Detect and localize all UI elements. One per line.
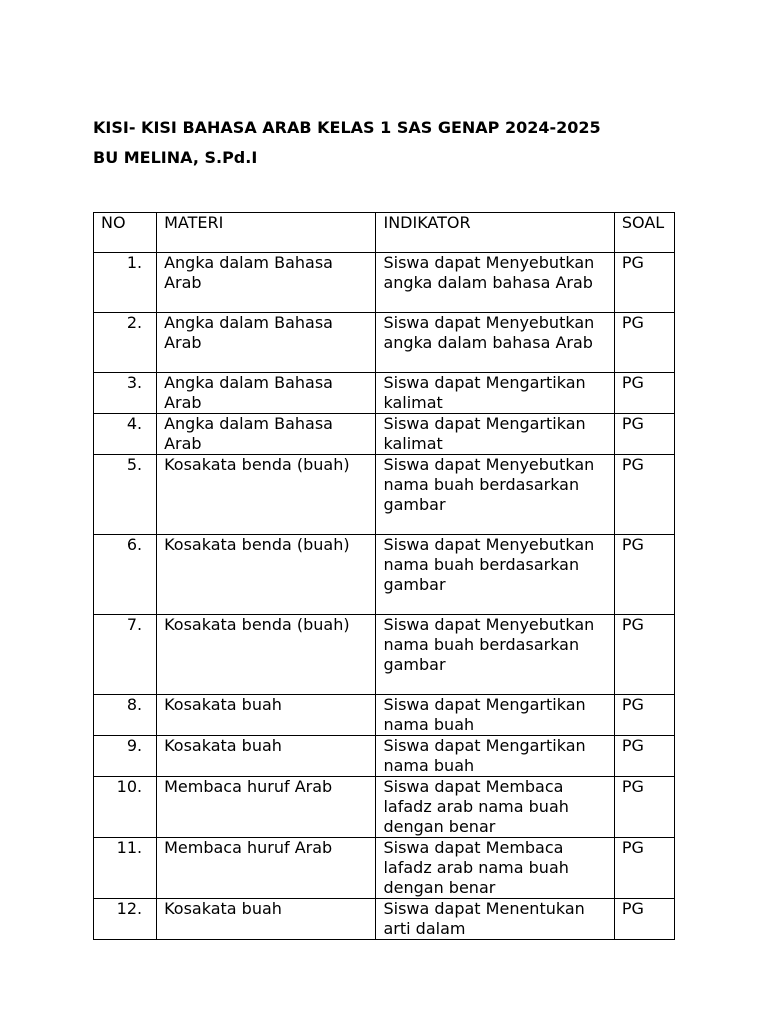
cell-soal: PG	[614, 736, 674, 777]
cell-soal: PG	[614, 899, 674, 940]
cell-indikator: Siswa dapat Menyebutkan nama buah berdasarkan gambar	[376, 455, 614, 535]
cell-materi: Angka dalam Bahasa Arab	[157, 373, 376, 414]
cell-no: 5.	[94, 455, 157, 535]
cell-materi: Angka dalam Bahasa Arab	[157, 313, 376, 373]
cell-soal: PG	[614, 695, 674, 736]
header-soal-label: SOAL	[621, 213, 665, 232]
cell-no: 2.	[94, 313, 157, 373]
cell-soal: PG	[614, 414, 674, 455]
cell-materi: Angka dalam Bahasa Arab	[157, 414, 376, 455]
cell-indikator: Siswa dapat Menyebutkan nama buah berdasarkan gambar	[376, 615, 614, 695]
table-row	[94, 777, 675, 838]
cell-materi: Kosakata benda (buah)	[157, 535, 376, 615]
cell-materi: Angka dalam Bahasa Arab	[157, 253, 376, 313]
cell-no: 9.	[94, 736, 157, 777]
cell-indikator: Siswa dapat Mengartikan kalimat	[376, 373, 614, 414]
cell-no: 8.	[94, 695, 157, 736]
table-row	[94, 899, 675, 940]
cell-materi: Membaca huruf Arab	[157, 777, 376, 838]
cell-indikator: Siswa dapat Menentukan arti dalam	[376, 899, 614, 940]
header-soal	[614, 213, 674, 253]
header-materi: MATERI	[157, 213, 376, 253]
cell-no: 6.	[94, 535, 157, 615]
cell-no: 10.	[94, 777, 157, 838]
cell-soal: PG	[614, 777, 674, 838]
cell-no: 11.	[94, 838, 157, 899]
table-row	[94, 695, 675, 736]
cell-indikator: Siswa dapat Menyebutkan angka dalam bahasa Arab	[376, 313, 614, 373]
cell-soal: PG	[614, 373, 674, 414]
cell-materi: Kosakata benda (buah)	[157, 615, 376, 695]
cell-soal: PG	[614, 455, 674, 535]
cell-materi: Kosakata buah	[157, 736, 376, 777]
cell-no: 3.	[94, 373, 157, 414]
cell-indikator: Siswa dapat Mengartikan kalimat	[376, 414, 614, 455]
cell-materi: Kosakata buah	[157, 695, 376, 736]
cell-materi: Kosakata benda (buah)	[157, 455, 376, 535]
document-title: KISI- KISI BAHASA ARAB KELAS 1 SAS GENAP 2024-2025	[93, 118, 601, 137]
cell-indikator: Siswa dapat Menyebutkan nama buah berdasarkan gambar	[376, 535, 614, 615]
cell-soal: PG	[614, 535, 674, 615]
table-row	[94, 253, 675, 313]
cell-indikator: Siswa dapat Menyebutkan angka dalam bahasa Arab	[376, 253, 614, 313]
cell-soal: PG	[614, 615, 674, 695]
cell-no: 4.	[94, 414, 157, 455]
document-author: BU MELINA, S.Pd.I	[93, 148, 258, 167]
table-row	[94, 838, 675, 899]
cell-no: 7.	[94, 615, 157, 695]
table-row	[94, 615, 675, 695]
cell-no: 1.	[94, 253, 157, 313]
cell-materi: Kosakata buah	[157, 899, 376, 940]
table-header-row	[94, 213, 675, 253]
header-no: NO	[94, 213, 157, 253]
table-row	[94, 736, 675, 777]
cell-indikator: Siswa dapat Membaca lafadz arab nama buah dengan benar	[376, 777, 614, 838]
cell-indikator: Siswa dapat Membaca lafadz arab nama buah dengan benar	[376, 838, 614, 899]
table-row	[94, 373, 675, 414]
table-row	[94, 455, 675, 535]
table-row	[94, 414, 675, 455]
cell-indikator: Siswa dapat Mengartikan nama buah	[376, 695, 614, 736]
cell-soal: PG	[614, 253, 674, 313]
cell-soal: PG	[614, 838, 674, 899]
kisi-table	[93, 212, 675, 940]
header-indikator: INDIKATOR	[376, 213, 614, 253]
table-row	[94, 313, 675, 373]
cell-indikator: Siswa dapat Mengartikan nama buah	[376, 736, 614, 777]
cell-materi: Membaca huruf Arab	[157, 838, 376, 899]
cell-soal: PG	[614, 313, 674, 373]
table-row	[94, 535, 675, 615]
cell-no: 12.	[94, 899, 157, 940]
